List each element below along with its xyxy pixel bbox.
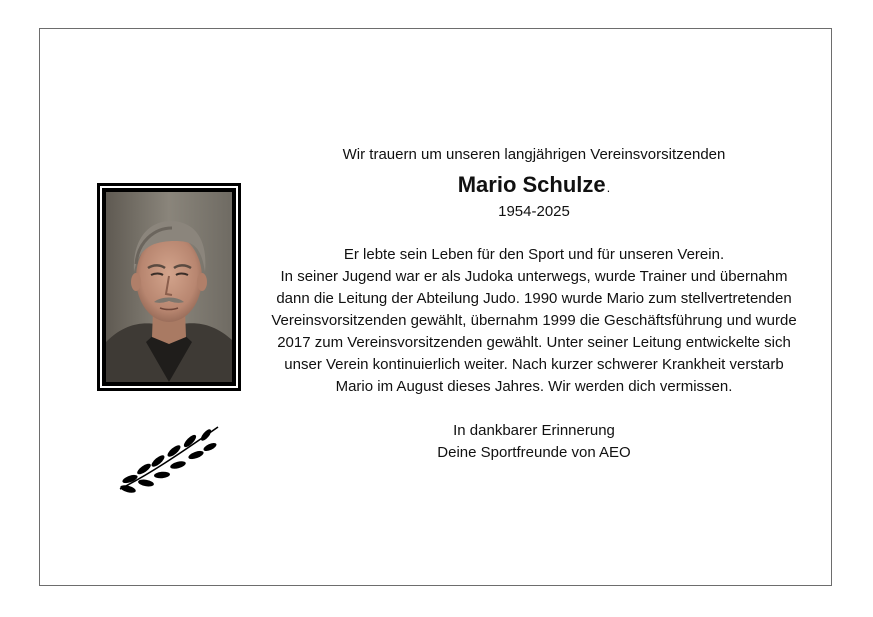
life-years: 1954-2025 xyxy=(498,203,570,220)
name-suffix: . xyxy=(606,180,611,195)
olive-branch-icon xyxy=(118,423,222,497)
tribute-line: dann die Leitung der Abteilung Judo. 1990 wurde Mario zum stellvertretenden xyxy=(276,290,792,307)
intro-line: Wir trauern um unseren langjährigen Vereinsvorsitzenden xyxy=(342,146,726,163)
tribute-text xyxy=(265,244,803,398)
closing-line: In dankbarer Erinnerung xyxy=(453,422,615,439)
deceased-name: Mario Schulze xyxy=(457,172,606,197)
closing-line: Deine Sportfreunde von AEO xyxy=(437,444,631,461)
tribute-line: Er lebte sein Leben für den Sport und für unseren Verein. xyxy=(343,246,725,263)
deceased-name-line xyxy=(265,170,803,200)
tribute-line: Vereinsvorsitzenden gewählt, übernahm 1999 die Geschäftsführung und wurde xyxy=(271,312,797,329)
portrait-frame xyxy=(97,183,241,391)
tribute-line: 2017 zum Vereinsvorsitzenden gewählt. Unter seiner Leitung entwickelte sich xyxy=(277,334,791,351)
tribute-line: Mario im August dieses Jahres. Wir werden dich vermissen. xyxy=(335,378,733,395)
tribute-line: unser Verein kontinuierlich weiter. Nach kurzer schwerer Krankheit verstarb xyxy=(284,356,784,373)
portrait-photo xyxy=(106,192,232,382)
tribute-line: In seiner Jugend war er als Judoka unterwegs, wurde Trainer und übernahm xyxy=(280,268,788,285)
closing-signature xyxy=(265,420,803,464)
obituary-text xyxy=(265,144,803,464)
